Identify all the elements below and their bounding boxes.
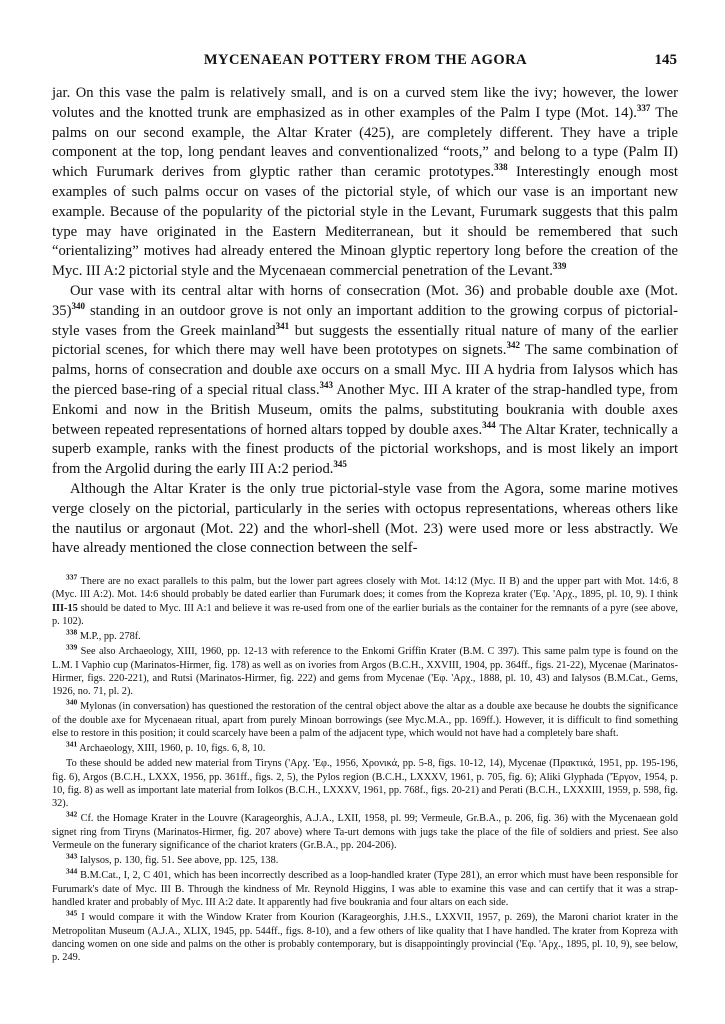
footnote-342 bbox=[52, 812, 678, 852]
footnote-text: See also Archaeology, XIII, 1960, pp. 12-13 with reference to the Enkomi Griffin Krater (B.M. C 397). This same palm type is found on the L.M. I Vaphio cup (Marinatos-Hirmer, fig. 178) as well as on ivories from Argos (B.C.H., XXVIII, 1904, pp. 364ff., figs. 21-22), Mycenae (Marinatos-Hirmer, figs. 220-221), and Rutsi (Marinatos-Hirmer, fig. 222) and gems from Mycenae ('Εφ. 'Αρχ., 1888, pl. 10, 43) and Ialysos (B.M.Cat., Gems, 1926, no. 71, pl. 2). bbox=[52, 646, 678, 698]
footnote-number: 343 bbox=[66, 851, 78, 861]
footnote-344 bbox=[52, 866, 678, 909]
paragraph-text: Our vase with its central altar with horns of consecration (Mot. 36) and probable double axe (Mot. 35) bbox=[52, 282, 678, 319]
footnote-text: I would compare it with the Window Krater from Kourion (Karageorghis, J.H.S., LXXVII, 1957, p. 269), the Maroni chariot krater in the Metropolitan Museum (A.J.A., XLIX, 1945, pp. 544ff., figs. 8-10), and a few others of like quality that I have handled. The krater from Kopreza with dancing women on one side and palms on the other is probably contemporary, but is disappointingly provincial ('Εφ. 'Αρχ., 1895, pl. 10, 9), see below, p. 249. bbox=[52, 912, 678, 964]
paragraph-2 bbox=[52, 282, 678, 480]
paragraph-text: The palms on our second example, the Altar Krater (425), are completely different. They have a triple component at the top, long pendant leaves and conventionalized “roots,” and belong to a type (Palm II) which Furumark derives from glyptic rather than ceramic prototypes. bbox=[52, 104, 678, 181]
footnote-ref: 341 bbox=[275, 320, 290, 331]
footnote-text: There are no exact parallels to this palm, but the lower part agrees closely with Mot. 14:12 (Myc. II B) and the upper part with Mot. 14:6, 8 (Myc. III A:2). Mot. 14:6 should probably be dated earlier than Furumark does; it comes from the Kopreza krater ('Εφ. 'Αρχ., 1895, pl. 10, 9). I think bbox=[52, 576, 678, 601]
paragraph-text: but suggests the essentially ritual nature of many of the earlier pictorial scenes, for which there may well have been prototypes on signets. bbox=[52, 322, 678, 359]
paragraph-text: Interestingly enough most examples of such palms occur on vases of the pictorial style, of which our vase is an important new example. Because of the popularity of the pictorial style in the Levant, Furumark suggests that this palm type may have originated in the Eastern Mediterranean, but it should be remembered that such “orientalizing” motives had already entered the Minoan glyptic repertory long before the creation of the Myc. III A:2 pictorial style and the Mycenaean commercial penetration of the Levant. bbox=[52, 164, 678, 280]
paragraph-text: standing in an outdoor grove is not only an important addition to the growing corpus of pictorial-style vases from the Greek mainland bbox=[52, 302, 678, 339]
footnote-ref: 344 bbox=[482, 419, 496, 430]
footnote-number: 339 bbox=[66, 642, 78, 652]
footnote-ref: 343 bbox=[319, 380, 333, 391]
paragraph-text: The same combination of palms, horns of consecration and double axe occurs on a small Myc. III A hydria from Ialysos which has the pierced base-ring of a special ritual class. bbox=[52, 342, 678, 398]
footnote-338 bbox=[52, 627, 678, 643]
footnote-345 bbox=[52, 908, 678, 965]
footnote-341 bbox=[52, 739, 678, 755]
footnote-number: 345 bbox=[66, 908, 78, 918]
footnote-number: 340 bbox=[66, 698, 78, 708]
footnote-number: 338 bbox=[66, 627, 78, 637]
paragraph-3 bbox=[52, 480, 678, 559]
footnote-number: 344 bbox=[66, 866, 78, 876]
body-text bbox=[52, 84, 678, 559]
footnotes bbox=[52, 572, 678, 966]
footnote-number: 341 bbox=[66, 739, 78, 749]
paragraph-text: Although the Altar Krater is the only true pictorial-style vase from the Agora, some marine motives verge closely on the pictorial, particularly in the series with octopus representations, whereas others like the nautilus or argonaut (Mot. 22) and the whorl-shell (Mot. 23) were used more or less abstractly. We have already mentioned the close connection between the self- bbox=[52, 480, 678, 557]
paragraph-1 bbox=[52, 84, 678, 282]
footnote-ref: 337 bbox=[636, 102, 651, 113]
footnote-339 bbox=[52, 642, 678, 699]
footnote-341-continued bbox=[52, 757, 678, 811]
footnote-ref: 338 bbox=[494, 162, 508, 173]
footnote-337 bbox=[52, 572, 678, 629]
paragraph-text: jar. On this vase the palm is relatively small, and is on a curved stem like the ivy; however, the lower volutes and the knotted trunk are emphasized as in other examples of the Palm I type (Mot. 14). bbox=[52, 85, 678, 121]
footnote-text: B.M.Cat., I, 2, C 401, which has been incorrectly described as a loop-handled krater (Type 281), an error which must have been responsible for Furumark's date of Myc. III B. Through the kindness of Mr. Reynold Higgins, I was able to examine this vase and can certify that it was a strap-handled krater and probably of Myc. III A:2 date. It apparently had five boukrania and four altars on each side. bbox=[52, 870, 678, 909]
footnote-ref: 345 bbox=[333, 459, 347, 470]
footnote-number: 337 bbox=[66, 572, 78, 582]
footnote-ref: 339 bbox=[552, 261, 567, 272]
footnote-text: Cf. the Homage Krater in the Louvre (Karageorghis, A.J.A., LXII, 1958, pl. 99; Vermeule, Gr.B.A., p. 206, fig. 36) with the Mycenaean gold signet ring from Tiryns (Marinatos-Hirmer, fig. 207 above) where Ta-urt demons with jugs take the place of the file of soldiers and priest. See also Vermeule on the funerary significance of the chariot kraters (Gr.B.A., pp. 204-206). bbox=[52, 813, 678, 852]
footnote-ref: 342 bbox=[506, 340, 520, 351]
paragraph-text: Another Myc. III A krater of the strap-handled type, from Enkomi and now in the British Museum, omits the palms, substituting boukrania with double axes between repeated representations of horned altars topped by double axes. bbox=[52, 381, 678, 438]
running-title: MYCENAEAN POTTERY FROM THE AGORA bbox=[203, 52, 528, 68]
footnote-ref: 340 bbox=[71, 300, 85, 311]
footnote-text: To these should be added new material from Tiryns ('Αρχ. 'Εφ., 1956, Χρονικά, pp. 5-8, figs. 10-12, 14), Mycenae (Πρακτικά, 1951, pp. 195-196, fig. 6), Argos (B.C.H., LXXX, 1956, pp. 361ff., figs. 2, 5), the Pylos region (B.C.H., LXXXV, 1961, p. 705, fig. 6); Aliki Glyphada ('Έργον, 1954, p. 10, fig. 8) as well as important late material from Iolkos (B.C.H., LXXXV, 1961, pp. 768f., figs. 20-21) and Perati (B.C.H., LXXXIII, 1959, p. 598, fig. 32). bbox=[52, 758, 678, 810]
page-header bbox=[54, 52, 677, 72]
paragraph-text: The Altar Krater, technically a superb example, ranks with the finest products of the pictorial workshops, and is most likely an import from the Argolid during the early III A:2 period. bbox=[52, 421, 678, 478]
footnote-340 bbox=[52, 700, 678, 740]
footnote-text: Mylonas (in conversation) has questioned the restoration of the central object above the altar as a double axe because he doubts the significance of the double axe for Mycenaean ritual, apart from purely Minoan borrowings (see Myc.M.A., pp. 169ff.). However, it is difficult to find something else to restore in this position; it could scarcely have been a palm of the adjacent type, which would not have had a completely bare shaft. bbox=[52, 701, 678, 740]
footnote-text: M.P., pp. 278f. bbox=[77, 631, 141, 643]
page-number: 145 bbox=[654, 52, 677, 68]
footnote-text: should be dated to Myc. III A:1 and believe it was re-used from one of the earlier burials as the container for the remnants of a pyre (see above, p. 102). bbox=[52, 602, 678, 628]
footnote-text: Archaeology, XIII, 1960, p. 10, figs. 6, 8, 10. bbox=[77, 743, 266, 755]
footnote-343 bbox=[52, 851, 678, 867]
catalogue-number: III-15 bbox=[52, 602, 78, 614]
footnote-text: Ialysos, p. 130, fig. 51. See above, pp. 125, 138. bbox=[77, 855, 279, 867]
footnote-number: 342 bbox=[66, 810, 78, 820]
